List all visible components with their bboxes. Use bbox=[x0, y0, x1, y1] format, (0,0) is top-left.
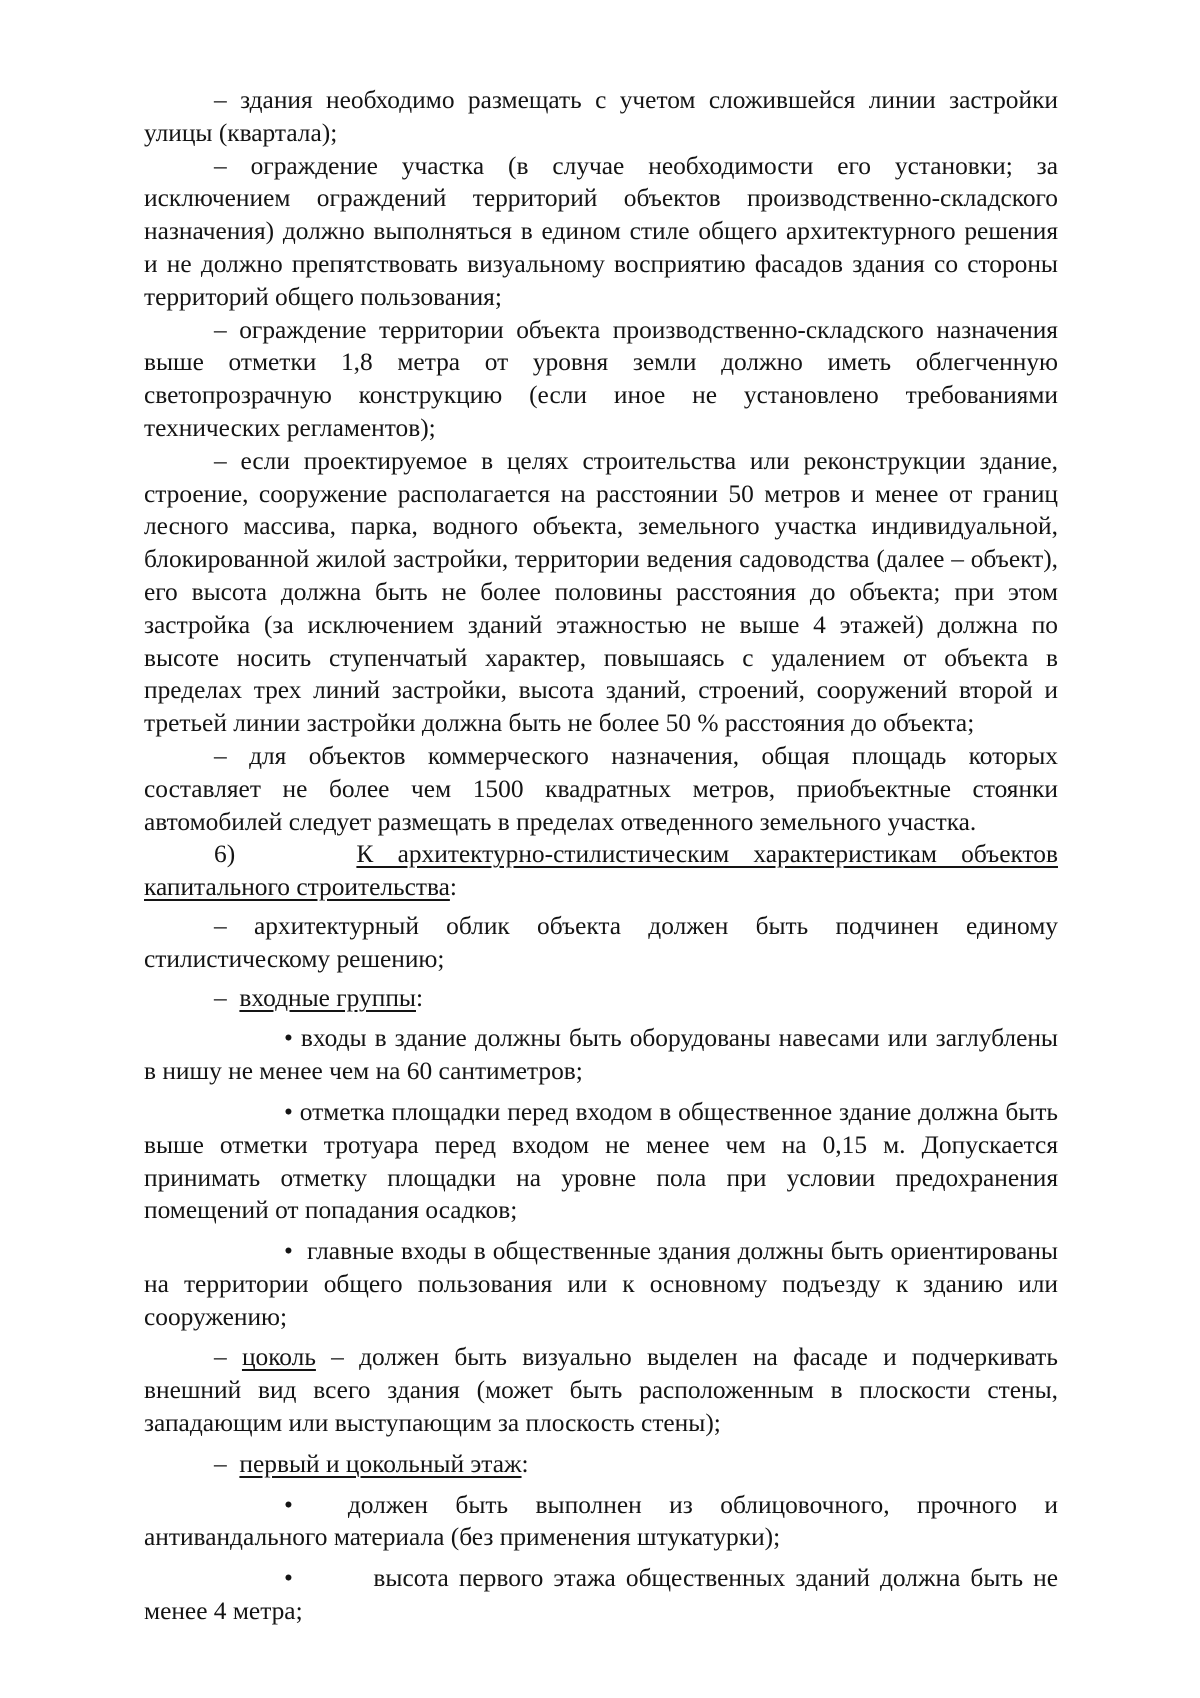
bullet-item-facing-material bbox=[144, 1489, 1058, 1555]
dash: – bbox=[214, 1343, 227, 1372]
dash: – bbox=[214, 1449, 227, 1478]
bullet-icon: • bbox=[284, 1097, 293, 1126]
paragraph-parking: – для объектов коммерческого назначения, общая площадь которых составляет не более чем 1500 квадратных метров, приобъектные стоянки автомобилей следует размещать в пределах отведенного земельного участка. bbox=[144, 741, 1058, 836]
bullet-item-floor-height bbox=[144, 1562, 1058, 1628]
section-title: К архитектурно-стилистическим характеристикам объектов капитального строительства bbox=[144, 840, 1058, 902]
subheading-entrance-groups bbox=[144, 982, 1058, 1015]
subheading-colon: : bbox=[415, 983, 424, 1012]
section-title-colon: : bbox=[449, 873, 457, 902]
subheading-first-floor bbox=[144, 1448, 1058, 1481]
subheading-title: входные группы bbox=[239, 983, 416, 1012]
bullet-icon: • bbox=[284, 1237, 293, 1266]
plinth-text: – должен быть визуально выделен на фасаде и подчеркивать внешний вид всего здания (может быть расположенным в плоскости стены, западающим или выступающим за плоскость стены); bbox=[144, 1343, 1058, 1438]
paragraph-fence: – ограждение участка (в случае необходимости его установки; за исключением ограждений территорий объектов производственно-складского назначения) должно выполняться в едином стиле общего архитектурного решения и не должно препятствовать визуальному восприятию фасадов здания со стороны территорий общего пользования; bbox=[144, 151, 1058, 311]
paragraph-plinth bbox=[144, 1341, 1058, 1439]
section-number: 6) bbox=[214, 840, 236, 869]
subheading-colon: : bbox=[521, 1449, 529, 1478]
bullet-icon: • bbox=[284, 1490, 293, 1519]
bullet-item-platform bbox=[144, 1096, 1058, 1227]
bullet-text: должен быть выполнен из облицовочного, прочного и антивандального материала (без применения штукатурки); bbox=[144, 1490, 1058, 1552]
bullet-text: высота первого этажа общественных зданий должна быть не менее 4 метра; bbox=[144, 1564, 1058, 1626]
bullet-text: отметка площадки перед входом в общественное здание должна быть выше отметки тротуара перед входом не менее чем на 0,15 м. Допускается принимать отметку площадки на уровне пола при условии предохранения помещений от попадания осадков; bbox=[144, 1097, 1058, 1225]
subheading-title: первый и цокольный этаж bbox=[239, 1449, 522, 1478]
paragraph-style: – архитектурный облик объекта должен быть подчинен единому стилистическому решению; bbox=[144, 911, 1058, 973]
bullet-icon: • bbox=[284, 1024, 293, 1053]
bullet-item-canopies bbox=[144, 1022, 1058, 1088]
paragraph-height-limit: – если проектируемое в целях строительства или реконструкции здание, строение, сооружение располагается на расстоянии 50 метров и менее от границ лесного массива, парка, водного объекта, земельного участка индивидуальной, блокированной жилой застройки, территории ведения садоводства (далее – объект), его высота должна быть не более половины расстояния до объекта; при этом застройка (за исключением зданий этажностью не выше 4 этажей) должна по высоте носить ступенчатый характер, повышаясь с удалением от объекта в пределах трех линий застройки, высота зданий, строений, сооружений второй и третьей линии застройки должна быть не более 50 % расстояния до объекта; bbox=[144, 446, 1058, 738]
bullet-item-main-entrances bbox=[144, 1235, 1058, 1333]
section-6-heading bbox=[144, 838, 1058, 904]
bullet-icon: • bbox=[284, 1564, 293, 1593]
bullet-text: входы в здание должны быть оборудованы навесами или заглублены в нишу не менее чем на 60 сантиметров; bbox=[144, 1024, 1058, 1086]
bullet-text: главные входы в общественные здания должны быть ориентированы на территории общего пользования или к основному подъезду к зданию или сооружению; bbox=[144, 1237, 1058, 1331]
paragraph-industrial-fence: – ограждение территории объекта производственно-складского назначения выше отметки 1,8 метра от уровня земли должно иметь облегченную светопрозрачную конструкцию (если иное не установлено требованиями технических регламентов); bbox=[144, 315, 1058, 442]
plinth-term: цоколь bbox=[241, 1343, 316, 1372]
dash: – bbox=[214, 983, 227, 1012]
paragraph-building-line: – здания необходимо размещать с учетом сложившейся линии застройки улицы (квартала); bbox=[144, 86, 1058, 147]
document-page bbox=[144, 84, 1058, 1628]
